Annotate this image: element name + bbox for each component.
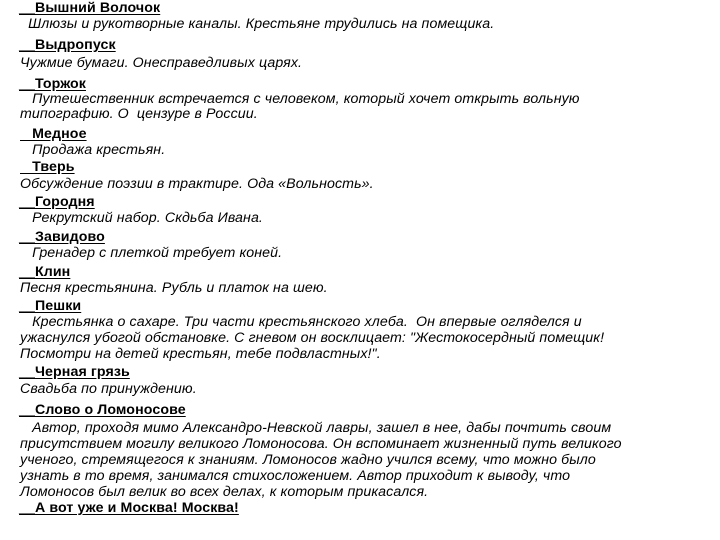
section-heading-slovo-o-lomonosove: __Слово о Ломоносове <box>19 402 186 418</box>
section-text-line: присутствием могилу великого Ломоносова. Он вспоминает жизненный путь великого <box>20 436 622 452</box>
section-text-line: Ломоносов был велик во всех делах, к которым прикасался. <box>20 484 429 500</box>
section-heading-chernaya-gryaz: __Черная грязь <box>19 364 130 380</box>
section-text-line: Рекрутский набор. Скдьба Ивана. <box>20 210 263 226</box>
section-text-line: Шлюзы и рукотворные каналы. Крестьяне трудились на помещика. <box>20 16 495 32</box>
section-heading-vydropusk: __Выдропуск <box>19 37 116 53</box>
section-heading-mednoe: Медное <box>20 126 87 142</box>
section-heading-vyshny-volochok: __Вышний Волочок <box>19 0 161 16</box>
section-text-line: Чужмие бумаги. Онесправедливых царях. <box>20 55 303 71</box>
section-heading-zavidovo: __Завидово <box>19 229 105 245</box>
section-text-line: Гренадер с плеткой требует коней. <box>20 245 283 261</box>
section-heading-klin: __Клин <box>19 264 71 280</box>
section-text-line: Обсуждение поэзии в трактире. Ода «Вольность». <box>20 176 374 192</box>
section-text-line: Путешественник встречается с человеком, который хочет открыть вольную <box>20 91 580 107</box>
section-heading-moskva: __А вот уже и Москва! Москва! <box>19 500 239 516</box>
section-text-line: Автор, проходя мимо Александро-Невской лавры, зашел в нее, дабы почтить своим <box>20 420 612 436</box>
section-text-line: ученого, стремящегося к знаниям. Ломоносов жадно учился всему, что можно было <box>20 452 596 468</box>
section-text-line: типографию. О цензуре в России. <box>20 106 258 122</box>
section-heading-torzhok: __Торжок <box>19 76 86 92</box>
section-text-line: ужаснулся убогой обстановке. С гневом он восклицает: "Жестокосердный помещик! <box>20 330 605 346</box>
section-text-line: узнать в то время, занимался стихосложением. Автор приходит к выводу, что <box>20 468 571 484</box>
section-text-line: Песня крестьянина. Рубль и платок на шею. <box>20 280 328 296</box>
section-heading-gorodnya: __Городня <box>19 194 95 210</box>
section-text-line: Крестьянка о сахаре. Три части крестьянского хлеба. Он впервые огляделся и <box>20 314 582 330</box>
section-heading-tver: Тверь <box>20 159 75 175</box>
section-heading-peshki: __Пешки <box>19 298 82 314</box>
section-text-line: Свадьба по принуждению. <box>20 381 197 397</box>
section-text-line: Продажа крестьян. <box>20 142 166 158</box>
section-text-line: Посмотри на детей крестьян, тебе подвластных!". <box>20 346 381 362</box>
